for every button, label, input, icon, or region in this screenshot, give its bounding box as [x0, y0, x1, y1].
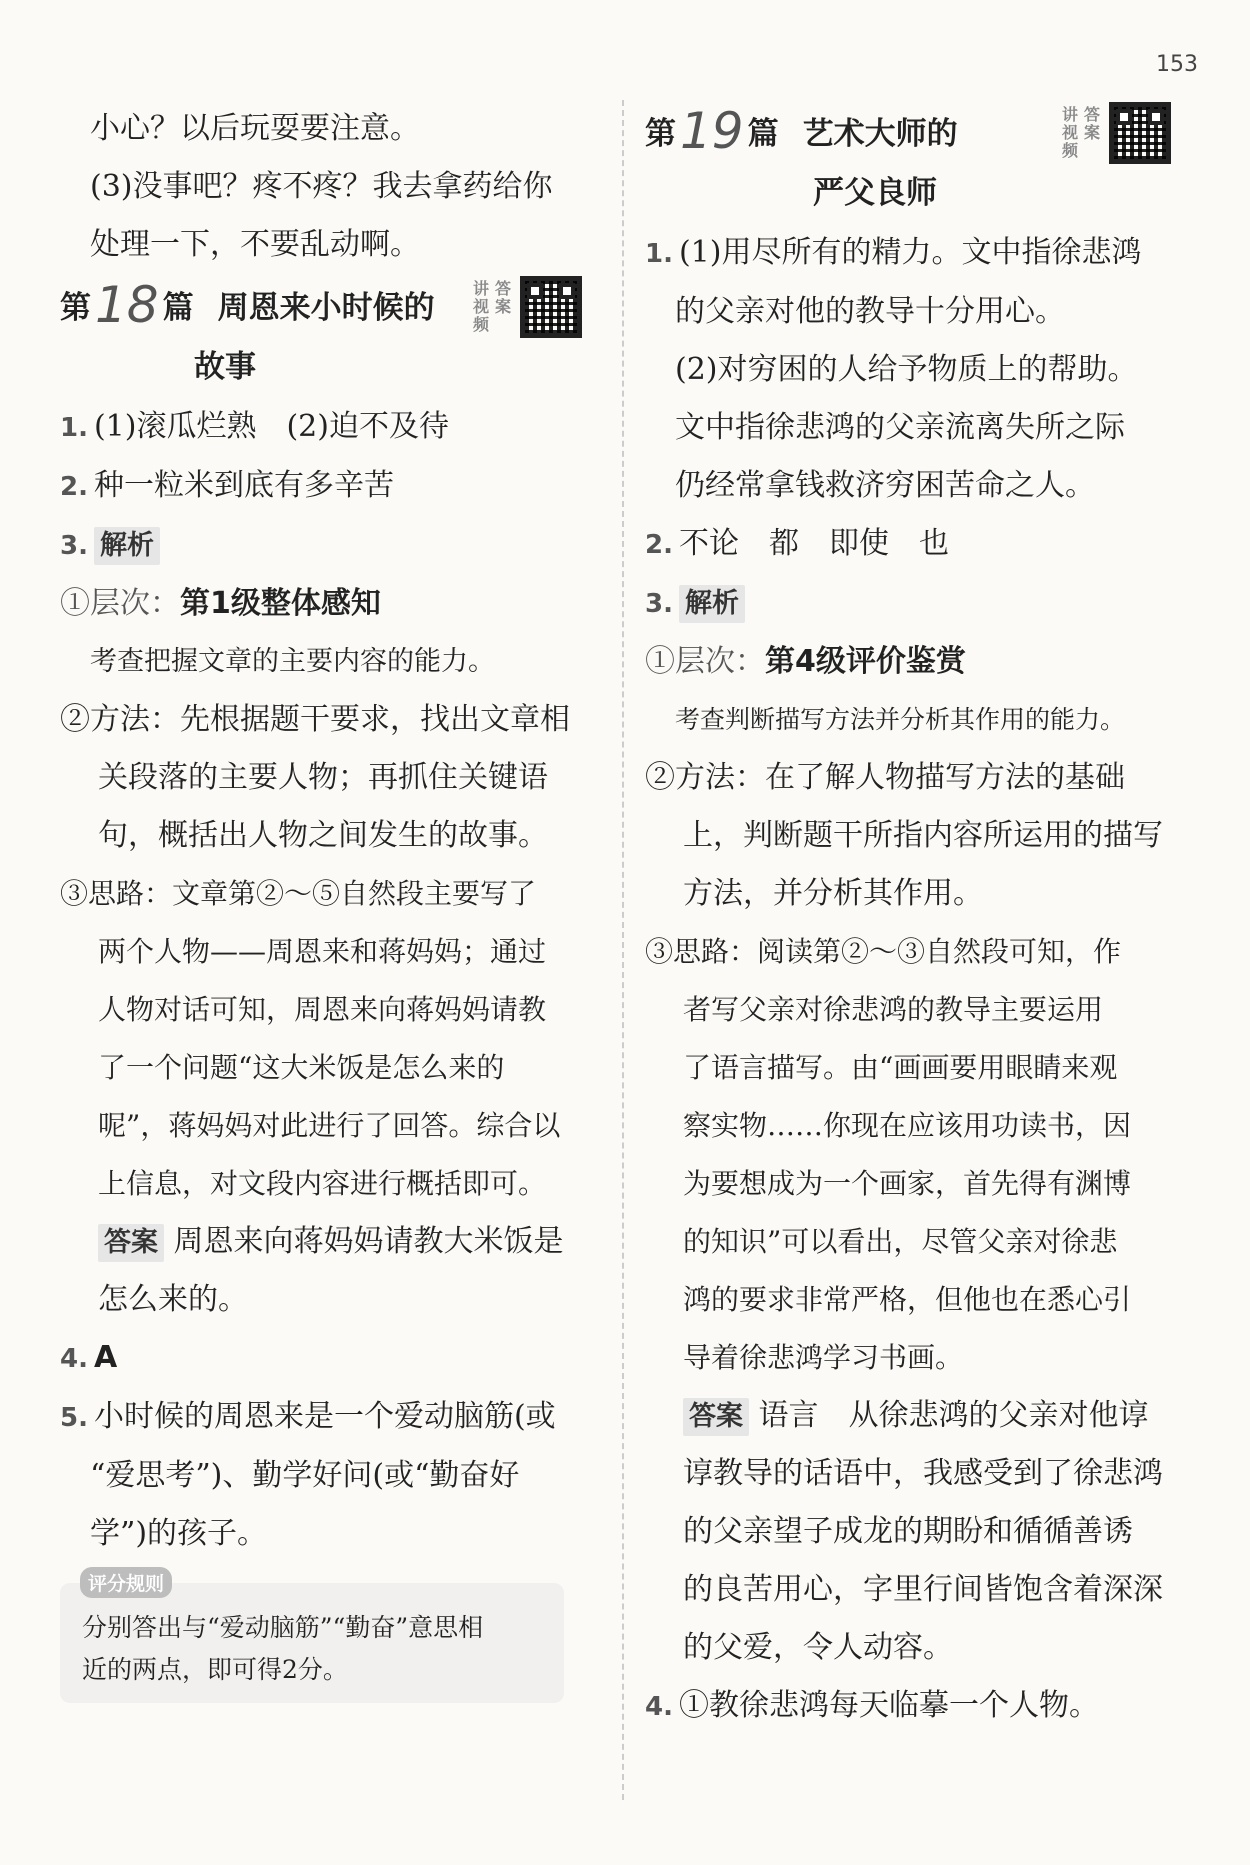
idea-line: 两个人物——周恩来和蒋妈妈；通过 — [98, 935, 547, 968]
article-title-cont: 故事 — [194, 349, 256, 385]
level-line: ①层次：第4级评价鉴赏 — [645, 644, 966, 679]
level-line: ①层次：第1级整体感知 — [60, 586, 381, 621]
analysis-label: 解析 — [679, 585, 745, 623]
video-answer-qr[interactable] — [470, 276, 582, 338]
scoring-rules-box — [60, 1573, 564, 1703]
idea-line: 呢”，蒋妈妈对此进行了回答。综合以 — [98, 1109, 561, 1142]
video-answer-qr[interactable] — [1059, 102, 1171, 164]
answer-label: 答案 — [683, 1398, 749, 1436]
article-number: 18 — [95, 276, 159, 334]
answer-line: 怎么来的。 — [98, 1282, 248, 1317]
question-5: 5. 小时候的周恩来是一个爱动脑筋(或 — [60, 1399, 556, 1434]
idea-line: 为要想成为一个画家，首先得有渊博 — [683, 1167, 1132, 1200]
q1-line: 仍经常拿钱救济穷困苦命之人。 — [675, 468, 1095, 503]
question-1: 1. (1)用尽所有的精力。文中指徐悲鸿 — [645, 235, 1142, 270]
article-title-cont: 严父良师 — [813, 175, 937, 211]
question-4: 4. A — [60, 1340, 118, 1375]
level-desc: 考查把握文章的主要内容的能力。 — [90, 646, 495, 677]
question-4: 4. ①教徐悲鸿每天临摹一个人物。 — [645, 1688, 1099, 1723]
idea-line: 察实物……你现在应该用功读书，因 — [683, 1109, 1132, 1142]
q1-line: 的父亲对他的教导十分用心。 — [675, 294, 1065, 329]
method-line: ②方法：先根据题干要求，找出文章相 — [60, 702, 570, 737]
idea-line: ③思路：文章第②～⑤自然段主要写了 — [60, 877, 537, 910]
scoring-rules-tag: 评分规则 — [80, 1567, 172, 1598]
page-number: 153 — [1156, 52, 1198, 77]
article-number: 19 — [680, 102, 744, 160]
answer-line: 答案 语言 从徐悲鸿的父亲对他谆 — [645, 1387, 1190, 1445]
scoring-line: 近的两点，即可得2分。 — [82, 1655, 348, 1684]
answer-line: 的良苦用心，字里行间皆饱含着深深 — [683, 1572, 1163, 1607]
intro-line: (3)没事吧？疼不疼？我去拿药给你 — [90, 169, 553, 204]
idea-line: 了语言描写。由“画画要用眼睛来观 — [683, 1051, 1118, 1084]
left-column — [60, 100, 605, 1703]
right-column — [645, 100, 1190, 1736]
question-1: 1. (1)滚瓜烂熟 (2)迫不及待 — [60, 409, 449, 444]
qr-label: 讲 答 视 案 频 — [1061, 105, 1100, 160]
question-3: 3. 解析 — [60, 516, 605, 575]
idea-line: 的知识”可以看出，尽管父亲对徐悲 — [683, 1225, 1118, 1258]
idea-line: 了一个问题“这大米饭是怎么来的 — [98, 1051, 505, 1084]
qr-label: 讲 答 视 案 频 — [472, 279, 511, 334]
idea-line: 者写父亲对徐悲鸿的教导主要运用 — [683, 993, 1104, 1026]
article-title: 周恩来小时候的 — [217, 290, 435, 326]
question-2: 2. 不论 都 即使 也 — [645, 526, 949, 561]
q1-line: (2)对穷困的人给予物质上的帮助。 — [675, 352, 1138, 387]
answer-line: 的父爱，令人动容。 — [683, 1630, 953, 1665]
level-desc: 考查判断描写方法并分析其作用的能力。 — [675, 705, 1126, 734]
q5-line: “爱思考”)、勤学好问(或“勤奋好 — [90, 1458, 520, 1493]
answer-line: 谆教导的话语中，我感受到了徐悲鸿 — [683, 1456, 1163, 1491]
article-18-title: 第18 篇 周恩来小时候的 讲 答 视 案 频 — [60, 274, 605, 336]
q1-line: 文中指徐悲鸿的父亲流离失所之际 — [675, 410, 1125, 445]
qr-code-icon[interactable] — [1109, 102, 1171, 164]
article-19-title: 第19 篇 艺术大师的 讲 答 视 案 频 — [645, 100, 1190, 162]
method-line: 方法，并分析其作用。 — [683, 876, 983, 911]
idea-line: 鸿的要求非常严格，但他也在悉心引 — [683, 1283, 1132, 1316]
answer-line: 的父亲望子成龙的期盼和循循善诱 — [683, 1514, 1133, 1549]
intro-line: 处理一下，不要乱动啊。 — [90, 227, 420, 262]
idea-line: 人物对话可知，周恩来向蒋妈妈请教 — [98, 993, 547, 1026]
question-2: 2. 种一粒米到底有多辛苦 — [60, 468, 394, 503]
question-3: 3. 解析 — [645, 574, 1190, 633]
method-line: ②方法：在了解人物描写方法的基础 — [645, 760, 1125, 795]
idea-line: ③思路：阅读第②～③自然段可知，作 — [645, 935, 1122, 968]
qr-code-icon[interactable] — [520, 276, 582, 338]
article-title: 艺术大师的 — [802, 116, 958, 152]
idea-line: 上信息，对文段内容进行概括即可。 — [98, 1167, 547, 1200]
column-divider — [622, 100, 624, 1800]
method-line: 句，概括出人物之间发生的故事。 — [98, 818, 548, 853]
answer-line: 答案 周恩来向蒋妈妈请教大米饭是 — [60, 1213, 605, 1271]
method-line: 上，判断题干所指内容所运用的描写 — [683, 818, 1163, 853]
intro-line: 小心？以后玩耍要注意。 — [90, 111, 420, 146]
idea-line: 导着徐悲鸿学习书画。 — [683, 1341, 964, 1374]
answer-label: 答案 — [98, 1224, 164, 1262]
q5-line: 学”)的孩子。 — [90, 1516, 268, 1551]
scoring-line: 分别答出与“爱动脑筋”“勤奋”意思相 — [82, 1613, 484, 1642]
method-line: 关段落的主要人物；再抓住关键语 — [98, 760, 548, 795]
analysis-label: 解析 — [94, 527, 160, 565]
